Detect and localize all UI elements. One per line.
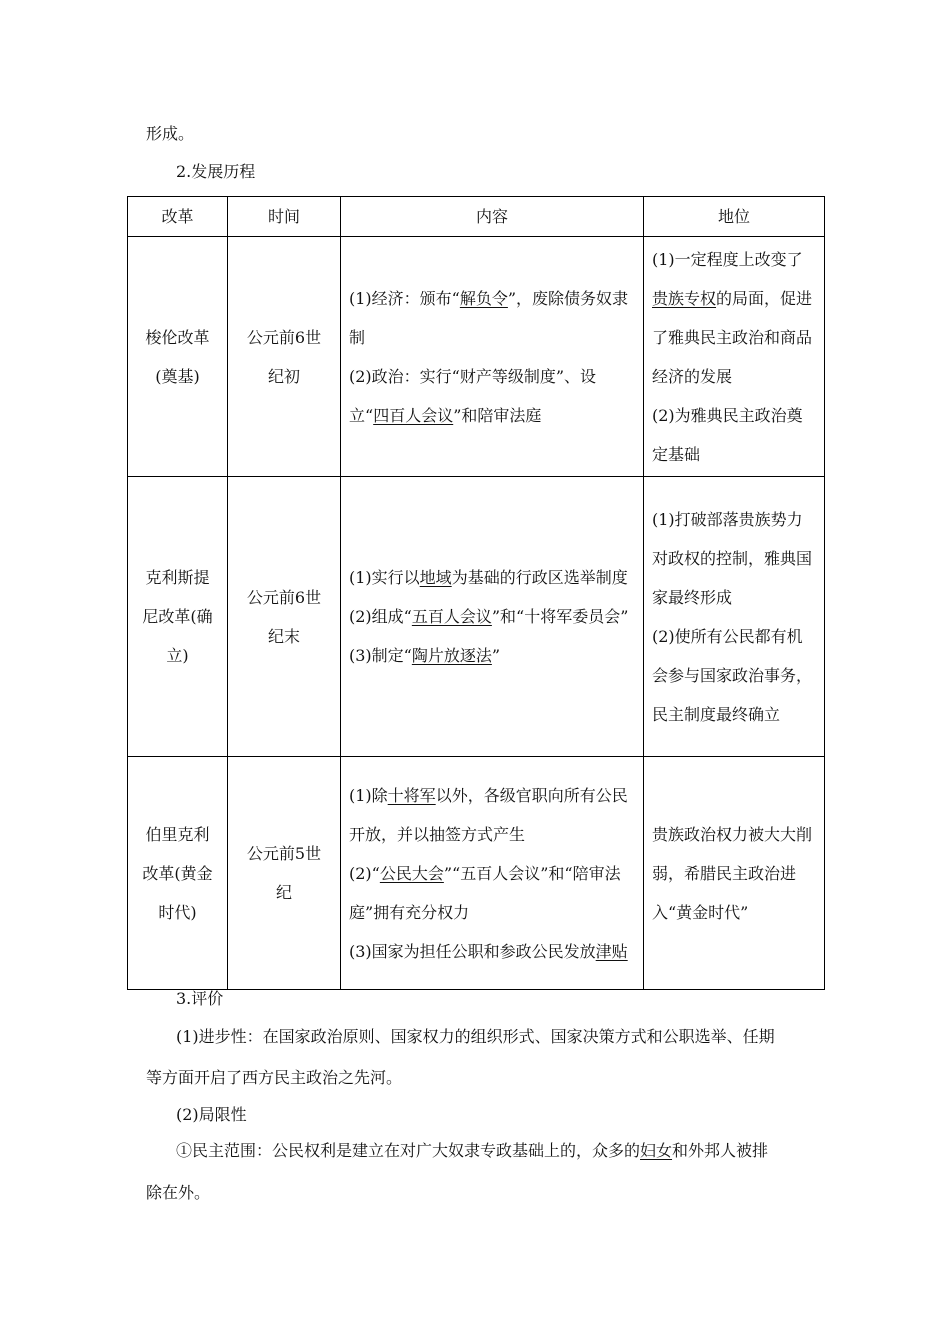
reform-time-cell	[228, 477, 341, 757]
underlined-term: 津贴	[595, 941, 628, 961]
text-run: (1)实行以	[349, 568, 420, 587]
status-item	[652, 240, 816, 396]
text-run: (2)“	[349, 863, 380, 883]
reform-name-cell	[128, 237, 228, 477]
text-run: ”，废除债务奴隶制	[349, 288, 629, 347]
reform-name: 梭伦改革(奠基)	[145, 327, 210, 386]
text-run: (1)一定程度上改变了	[652, 249, 803, 269]
header-time: 时间	[228, 197, 341, 237]
text-run: 为基础的行政区选举制度	[451, 568, 628, 587]
reform-time-cell	[228, 757, 341, 990]
reform-time-cell	[228, 237, 341, 477]
header-reform: 改革	[128, 197, 228, 237]
text-run: 贵族政治权力被大大削弱，希腊民主政治进入“黄金时代”	[652, 824, 813, 922]
underlined-term: 十将军	[387, 785, 436, 805]
text-run: ”	[491, 646, 501, 665]
table-row	[128, 477, 825, 757]
reform-status-cell	[644, 237, 825, 477]
intro-tail-line: 形成。	[146, 124, 195, 143]
reform-name: 克利斯提尼改革(确立)	[142, 568, 213, 665]
text-run: 的局面，促进了雅典民主政治和商品经济的发展	[652, 288, 813, 386]
reform-content-cell	[341, 757, 644, 990]
limit-text-line-1	[176, 1140, 768, 1162]
text-run: (1)经济：颁布“	[349, 288, 460, 308]
content-item	[349, 558, 635, 597]
content-item	[349, 357, 635, 435]
underlined-term: 妇女	[640, 1141, 673, 1160]
table-header-row	[128, 197, 825, 237]
reform-content-cell	[341, 237, 644, 477]
text-run: (2)组成“	[349, 607, 412, 626]
section-heading-development: 2.发展历程	[176, 162, 256, 181]
text-run: (2)使所有公民都有机会参与国家政治事务，民主制度最终确立	[652, 626, 813, 724]
limit-heading: (2)局限性	[176, 1105, 247, 1124]
status-item	[652, 617, 816, 734]
underlined-term: 陶片放逐法	[411, 646, 492, 665]
underlined-term: 地域	[419, 568, 452, 587]
content-item	[349, 597, 635, 636]
limit-text-b: 和外邦人被排	[672, 1141, 769, 1160]
header-status: 地位	[644, 197, 825, 237]
content-item	[349, 776, 635, 854]
table-row	[128, 757, 825, 990]
text-run: (3)国家为担任公职和参政公民发放	[349, 941, 596, 961]
reform-name: 伯里克利改革(黄金时代)	[142, 824, 213, 922]
underlined-term: 公民大会	[379, 863, 444, 883]
text-run: (2)政治：实行“财产等级制度”、设立“	[349, 366, 597, 425]
content-item	[349, 854, 635, 932]
underlined-term: 解负令	[459, 288, 508, 308]
section-heading-evaluation: 3.评价	[176, 989, 224, 1008]
limit-text-a: ①民主范围：公民权利是建立在对广大奴隶专政基础上的，众多的	[176, 1141, 641, 1160]
content-item	[349, 636, 635, 675]
text-run: ”“五百人会议”和“陪审法庭”拥有充分权力	[349, 863, 621, 922]
text-run: 以外，各级官职向所有公民开放，并以抽签方式产生	[349, 785, 628, 844]
limit-text-line-2: 除在外。	[146, 1183, 211, 1202]
progress-text-line-2: 等方面开启了西方民主政治之先河。	[146, 1068, 403, 1087]
underlined-term: 贵族专权	[652, 288, 717, 308]
text-run: (1)打破部落贵族势力对政权的控制，雅典国家最终形成	[652, 509, 813, 607]
reform-time: 公元前6世纪初	[246, 327, 322, 386]
text-run: ”和陪审法庭	[453, 405, 542, 425]
header-content: 内容	[341, 197, 644, 237]
text-run: ”和“十将军委员会”	[491, 607, 629, 626]
reform-status-cell	[644, 757, 825, 990]
underlined-term: 四百人会议	[373, 405, 454, 425]
content-item	[349, 932, 635, 971]
text-run: (3)制定“	[349, 646, 412, 665]
reform-status-cell	[644, 477, 825, 757]
reform-name-cell	[128, 757, 228, 990]
content-item	[349, 279, 635, 357]
table-row	[128, 237, 825, 477]
reform-time: 公元前6世纪末	[246, 587, 322, 646]
reform-time: 公元前5世纪	[246, 844, 322, 902]
reform-content-cell	[341, 477, 644, 757]
text-run: (1)除	[349, 785, 388, 805]
reform-name-cell	[128, 477, 228, 757]
status-item	[652, 815, 816, 932]
underlined-term: 五百人会议	[411, 607, 492, 626]
progress-text-line-1: (1)进步性：在国家政治原则、国家权力的组织形式、国家决策方式和公职选举、任期	[176, 1027, 775, 1046]
status-item	[652, 396, 816, 474]
status-item	[652, 500, 816, 617]
text-run: (2)为雅典民主政治奠定基础	[652, 405, 803, 464]
reform-table	[127, 196, 825, 990]
